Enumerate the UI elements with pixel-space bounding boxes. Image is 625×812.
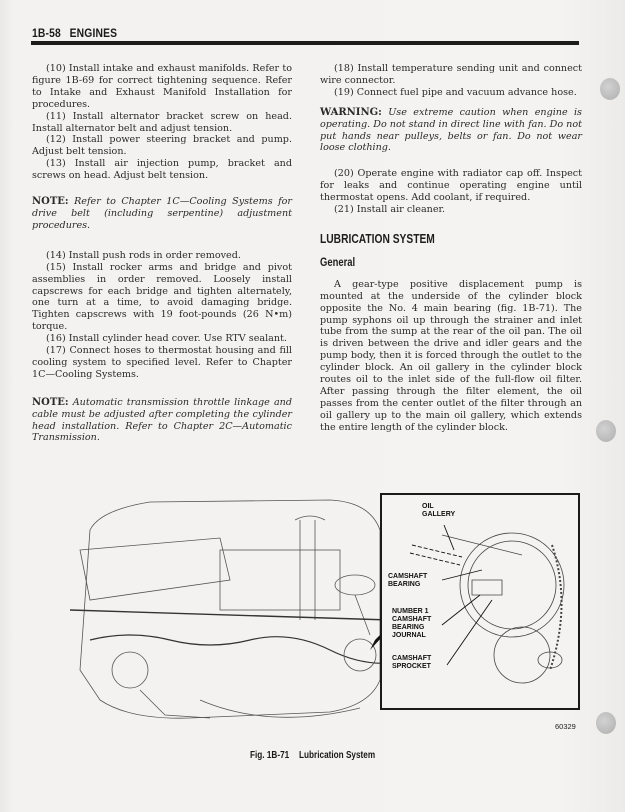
step-21: (21) Install air cleaner. <box>334 204 446 216</box>
right-column <box>320 63 582 434</box>
body-paragraph: A gear-type positive displacement pump is mounted at the underside of the cylinder block opposite the No. 4 main bearing (fig. 1B-71). The pump syphons oil up through the strainer and inlet tube from the sump at the rear of the oil pan. The oil is driven between the drive and idler gears and the pump body, then it is forced through the outlet to the cylinder block. An oil gallery in the cylinder block routes oil to the inlet side of the full-flow oil filter. After passing through the filter element, the oil passes from the center outlet of the filter through an oil gallery up to the main oil gallery, which extends the entire length of the cylinder block. <box>320 278 582 433</box>
note-text: Automatic transmission throttle linkage and cable must be adjusted after completing the cylinder head installation. Refer to Chapter 2C—Automatic Transmission. <box>32 396 292 444</box>
step-20: (20) Operate engine with radiator cap off. Inspect for leaks and continue operating engine until thermostat opens. Add coolant, if required. <box>320 168 582 204</box>
step-16: (16) Install cylinder head cover. Use RTV sealant. <box>46 333 287 345</box>
callout-line: JOURNAL <box>392 632 426 639</box>
callout-line: OIL <box>422 503 434 510</box>
step-10: (10) Install intake and exhaust manifolds. Refer to figure 1B-69 for correct tightening sequence. Refer to Intake and Exhaust Manifold Installation for procedures. <box>32 63 292 110</box>
rocker-arm <box>295 516 325 520</box>
section-title: ENGINES <box>69 26 118 40</box>
left-column <box>32 63 292 456</box>
oil-filter <box>112 652 148 688</box>
timing-sprocket <box>460 533 564 637</box>
step-11: (11) Install alternator bracket screw on head. Install alternator belt and adjust tension. <box>32 110 292 134</box>
oil-pump-pickup <box>140 690 210 718</box>
camshaft-gear <box>344 639 376 671</box>
callout-sprocket <box>392 655 431 671</box>
page-header <box>32 26 117 40</box>
oil-gallery-line <box>70 610 390 620</box>
binder-hole-top <box>600 78 620 100</box>
callout-line: BEARING <box>388 581 421 588</box>
step-17: (17) Connect hoses to thermostat housing and fill cooling system to specified level. Refer to Chapter 1C—Cooling Systems. <box>32 345 292 380</box>
step-15: (15) Install rocker arms and bridge and pivot assemblies in order removed. Loosely install capscrews for each bridge and tighten alternately, one turn at a time, to avoid damaging bridge. Tighten capscrews with 19 foot-pounds (26 N•m) torque. <box>32 261 292 333</box>
caption-number: Fig. 1B-71 <box>250 750 290 761</box>
note-text: Refer to Chapter 1C—Cooling Systems for drive belt (including serpentine) adjustment procedures. <box>32 196 292 231</box>
callout-camshaft-bearing <box>388 573 427 589</box>
section-heading: LUBRICATION SYSTEM <box>320 231 435 246</box>
callout-line: CAMSHAFT <box>392 616 432 623</box>
camshaft-journal <box>472 580 502 595</box>
warning-label: WARNING: <box>320 106 382 118</box>
page-number: 1B-58 <box>32 26 61 40</box>
engine-block-outline <box>80 500 380 718</box>
callout-oil-gallery <box>422 503 455 519</box>
note-label: NOTE: <box>32 396 69 408</box>
caption-title: Lubrication System <box>299 750 376 761</box>
note-transmission <box>32 397 292 445</box>
cylinder-head <box>220 550 340 610</box>
figure-caption <box>250 750 375 761</box>
callout-journal <box>392 608 431 640</box>
art-number: 60329 <box>555 722 576 731</box>
binder-hole-middle <box>596 420 616 442</box>
connecting-rod <box>355 595 370 635</box>
callout-line: GALLERY <box>422 511 456 518</box>
callout-line: CAMSHAFT <box>388 573 428 580</box>
step-12: (12) Install power steering bracket and pump. Adjust belt tension. <box>32 134 292 158</box>
note-label: NOTE: <box>32 196 69 208</box>
piston <box>335 575 375 595</box>
callout-line: NUMBER 1 <box>392 608 429 615</box>
valve-cover <box>80 538 230 600</box>
step-19: (19) Connect fuel pipe and vacuum advance hose. <box>334 86 577 98</box>
header-rule <box>31 41 579 45</box>
subheading: General <box>320 256 356 269</box>
note-cooling <box>32 196 292 232</box>
oil-pan <box>200 700 360 717</box>
step-18: (18) Install temperature sending unit and connect wire connector. <box>320 63 582 86</box>
warning-text: Use extreme caution when engine is operating. Do not stand in direct line with fan. Do not put hands near pulleys, belts or fan. Do not wear loose clothing. <box>320 106 582 154</box>
sprocket-leader <box>447 600 492 665</box>
camshaft-detail-drawing <box>382 495 578 708</box>
crank-sprocket <box>494 627 550 683</box>
callout-line: SPROCKET <box>392 663 431 670</box>
callout-line: CAMSHAFT <box>392 655 432 662</box>
detail-inset <box>380 493 580 710</box>
warning <box>320 107 582 155</box>
step-14: (14) Install push rods in order removed. <box>46 249 241 261</box>
step-13: (13) Install air injection pump, bracket and screws on head. Adjust belt tension. <box>32 158 292 182</box>
callout-line: BEARING <box>392 624 425 631</box>
